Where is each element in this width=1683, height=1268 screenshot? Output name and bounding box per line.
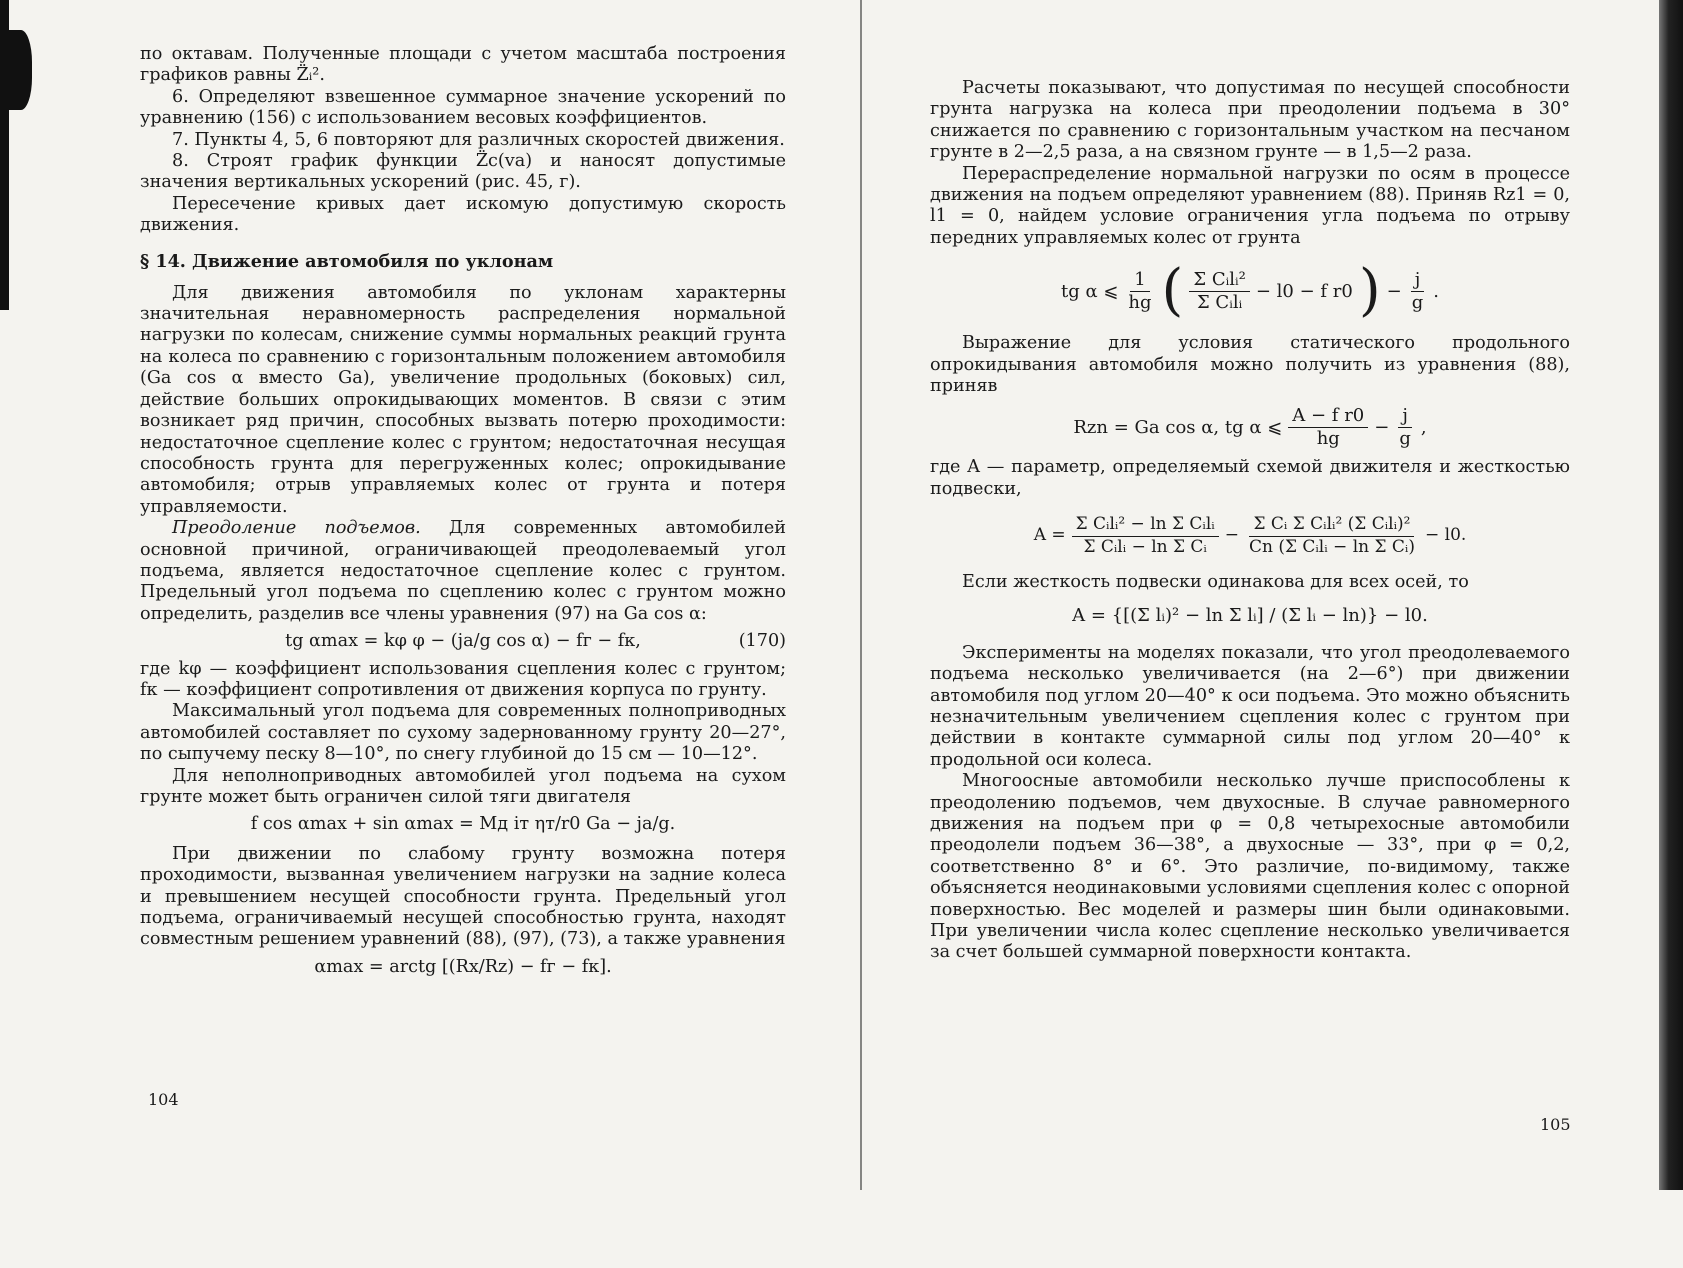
page-number-right: 105 <box>1540 1115 1571 1134</box>
formula-text: tg αmax = kφ φ − (jа/g cos α) − fг − fк, <box>285 631 641 652</box>
formula-alpha-max <box>140 957 786 978</box>
section-title: § 14. Движение автомобиля по уклонам <box>140 250 554 272</box>
formula-tail: − l0 − f r0 <box>1255 280 1353 302</box>
fraction <box>1124 269 1155 313</box>
formula-parameter-a <box>930 514 1570 558</box>
scan-right-edge <box>1659 0 1683 1190</box>
fraction <box>1395 405 1415 449</box>
right-page <box>930 78 1570 1268</box>
fraction-numerator: j <box>1398 405 1412 427</box>
fraction-denominator: hg <box>1316 427 1340 449</box>
text-line: 8. Строят график функции Z̈с(vа) и наносят допустимые значения вертикальных ускорений (рис. 45, г). <box>140 151 786 193</box>
fraction-numerator: Σ Cᵢlᵢ² <box>1189 269 1249 291</box>
text-line: Пересечение кривых дает искомую допустимую скорость движения. <box>140 193 786 236</box>
fraction-numerator: j <box>1411 269 1425 291</box>
paragraph: Для неполноприводных автомобилей угол подъема на сухом грунте может быть ограничен силой тяги двигателя <box>140 765 786 807</box>
paragraph: Если жесткость подвески одинакова для всех осей, то <box>962 571 1469 592</box>
paragraph: где kφ — коэффициент использования сцепления колес с грунтом; fк — коэффициент сопротивления от движения корпуса по грунту. <box>140 658 786 700</box>
formula-lhs: Rzn = Gа cos α, tg α ⩽ <box>1073 416 1283 438</box>
fraction-denominator: g <box>1399 427 1411 449</box>
formula-static-tip <box>930 405 1570 449</box>
formula-text: f cos αmax + sin αmax = Mд iт ηт/r0 Gа − jа/g. <box>250 814 676 835</box>
formula-lhs: A = <box>1033 525 1066 546</box>
fraction-denominator: hg <box>1128 291 1152 313</box>
minus-sign: − <box>1224 525 1239 546</box>
fraction-denominator: Σ Cᵢlᵢ − ln Σ Cᵢ <box>1083 536 1207 557</box>
fraction <box>1072 514 1219 558</box>
fraction-numerator: Σ Cᵢlᵢ² − ln Σ Cᵢlᵢ <box>1072 514 1219 536</box>
minus-sign: − <box>1386 280 1402 302</box>
formula-a-equal-stiffness <box>930 605 1570 626</box>
paragraph: Многоосные автомобили несколько лучше приспособлены к преодолению подъемов, чем двухосные. В случае равномерного движения на подъем при φ = 0,8 четырехосные автомобили преодолели подъем 36—38°, а двухосные — 33°, при φ = 0,2, соответственно 8° и 6°. Это различие, по-видимому, также объясняется неодинаковыми условиями сцепления колес с опорной поверхностью. Вес моделей и размеры шин были одинаковыми. При увеличении числа колес сцепление несколько увеличивается за счет большей суммарной поверхности контакта. <box>930 771 1570 963</box>
paragraph: Для движения автомобиля по уклонам характерны значительная неравномерность распределения нормальной нагрузки по колесам, снижение суммы нормальных реакций грунта на колеса по сравнению с горизонтальным положением автомобиля (Gа cos α вместо Gа), увеличение продольных (боковых) сил, действие больших опрокидывающих моментов. В связи с этим возникает ряд причин, способных вызвать потерю проходимости: недостаточное сцепление колес с грунтом; недостаточная несущая способность грунта для перегруженных колес; опрокидывание автомобиля; отрыв управляемых колес от грунта и потеря управляемости. <box>140 282 786 517</box>
period: . <box>1433 280 1440 302</box>
text-line: по октавам. Полученные площади с учетом масштаба построения графиков равны Z̈ᵢ². <box>140 44 786 86</box>
text-line: 7. Пункты 4, 5, 6 повторяют для различных скоростей движения. <box>172 129 785 150</box>
fraction-numerator: 1 <box>1130 269 1149 291</box>
text-line: 6. Определяют взвешенное суммарное значение ускорений по уравнению (156) с использованием весовых коэффициентов. <box>140 86 786 129</box>
scan-edge-mark <box>0 0 40 310</box>
fraction-denominator: Σ Cᵢlᵢ <box>1196 291 1243 313</box>
formula-traction <box>140 814 786 835</box>
paragraph: где A — параметр, определяемый схемой движителя и жесткостью подвески, <box>930 457 1570 499</box>
paragraph: Максимальный угол подъема для современных полноприводных автомобилей составляет по сухому задернованному грунту 20—27°, по сыпучему песку 8—10°, по снегу глубиной до 15 см — 10—12°. <box>140 701 786 765</box>
book-spine <box>860 0 862 1190</box>
page-number-left: 104 <box>148 1090 179 1109</box>
fraction <box>1245 514 1419 558</box>
fraction <box>1408 269 1428 313</box>
fraction-numerator: A − f r0 <box>1288 405 1368 427</box>
formula-text: A = {[(Σ lᵢ)² − ln Σ lᵢ] / (Σ lᵢ − ln)} − l0. <box>1072 605 1428 627</box>
italic-lead: Преодоление подъемов. <box>172 518 421 539</box>
formula-tilt-front <box>930 258 1570 324</box>
formula-170 <box>140 631 786 652</box>
comma: , <box>1420 416 1427 438</box>
fraction-denominator: Cn (Σ Cᵢlᵢ − ln Σ Cᵢ) <box>1248 536 1415 557</box>
paragraph: Расчеты показывают, что допустимая по несущей способности грунта нагрузка на колеса при преодолении подъема в 30° снижается по сравнению с горизонтальным участком на песчаном грунте в 2—2,5 раза, а на связном грунте — в 1,5—2 раза. <box>930 78 1570 163</box>
formula-lhs: tg α ⩽ <box>1060 280 1119 302</box>
left-page <box>140 44 786 1234</box>
fraction <box>1189 269 1249 313</box>
paragraph: Эксперименты на моделях показали, что угол преодолеваемого подъема несколько увеличивается (на 2—6°) при движении автомобиля под углом 20—40° к оси подъема. Это можно объяснить незначительным увеличением сцепления колес с грунтом при действии в контакте суммарной силы под углом 20—40° к продольной оси колеса. <box>930 642 1570 770</box>
paragraph: При движении по слабому грунту возможна потеря проходимости, вызванная увеличением нагрузки на задние колеса и превышением несущей способности грунта. Предельный угол подъема, ограничиваемый несущей способностью грунта, находят совместным решением уравнений (88), (97), (73), а также уравнения <box>140 843 786 950</box>
fraction-numerator: Σ Cᵢ Σ Cᵢlᵢ² (Σ Cᵢlᵢ)² <box>1249 514 1414 536</box>
formula-tail: − l0. <box>1424 525 1467 546</box>
fraction-denominator: g <box>1411 291 1424 313</box>
fraction <box>1288 405 1368 449</box>
minus-sign: − <box>1374 416 1390 438</box>
equation-number: (170) <box>738 631 786 652</box>
formula-text: αmax = arctg [(Rx/Rz) − fг − fк]. <box>314 956 612 977</box>
paren-close: ) <box>1358 258 1381 324</box>
paragraph-text: Для современных автомобилей основной причиной, ограничивающей преодолеваемый угол подъема, является недостаточное сцепление колес с грунтом. Предельный угол подъема по сцеплению колес с грунтом можно определить, разделив все члены уравнения (97) на Gа cos α: <box>140 518 786 624</box>
paragraph: Выражение для условия статического продольного опрокидывания автомобиля можно получить из уравнения (88), приняв <box>930 333 1570 397</box>
paragraph: Перераспределение нормальной нагрузки по осям в процессе движения на подъем определяют уравнением (88). Приняв Rz1 = 0, l1 = 0, найдем условие ограничения угла подъема по отрыву передних управляемых колес от грунта <box>930 163 1570 248</box>
paragraph <box>140 518 786 625</box>
paren-open: ( <box>1161 258 1184 324</box>
